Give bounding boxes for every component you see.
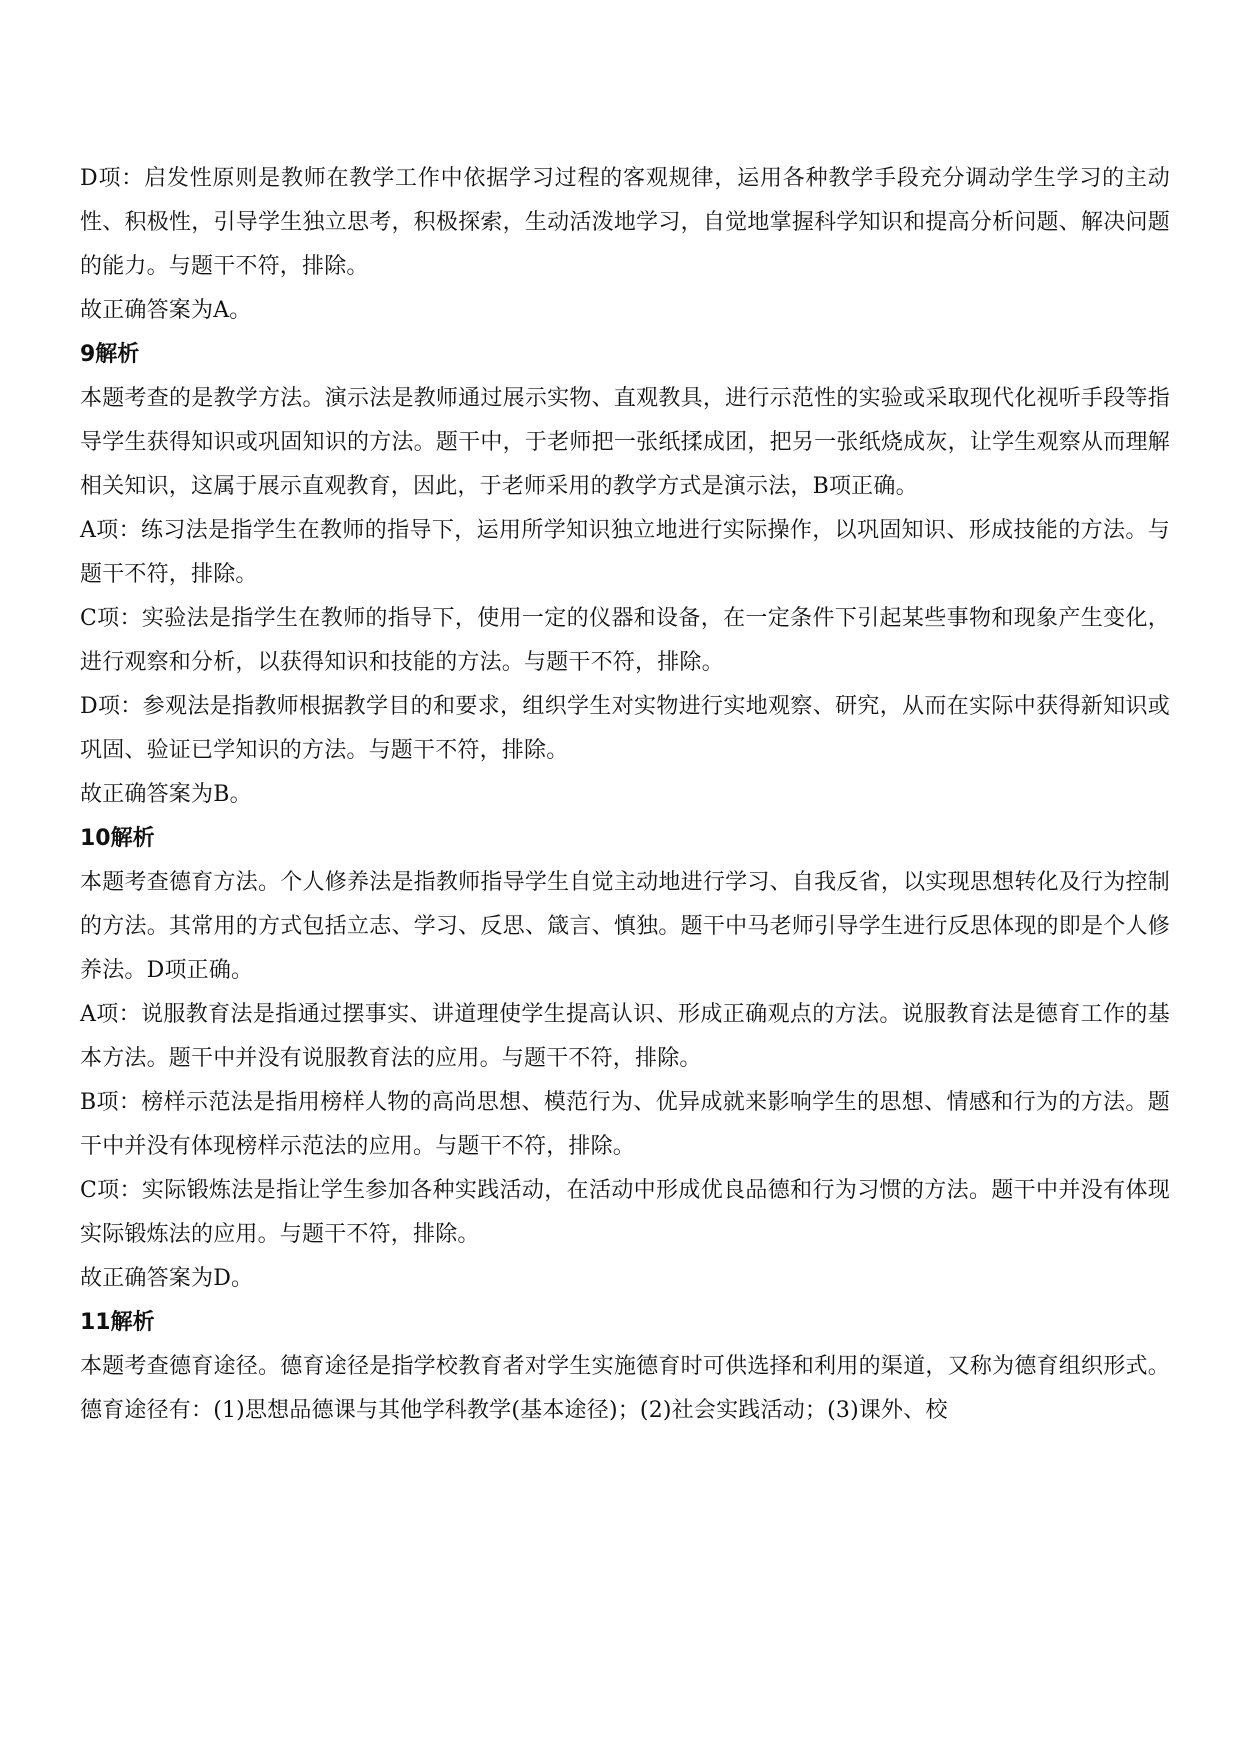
answer-line-q8: 故正确答案为A。 bbox=[80, 298, 252, 323]
paragraph-q10-option-c: C项：实际锻炼法是指让学生参加各种实践活动，在活动中形成优良品德和行为习惯的方法。题干中并没有体现实际锻炼法的应用。与题干不符，排除。 bbox=[80, 1178, 1170, 1247]
document-body bbox=[80, 157, 1170, 1433]
section-heading-q10: 10解析 bbox=[80, 826, 155, 851]
paragraph-q9-option-a: A项：练习法是指学生在教师的指导下，运用所学知识独立地进行实际操作，以巩固知识、形成技能的方法。与题干不符，排除。 bbox=[80, 518, 1170, 587]
answer-line-q10: 故正确答案为D。 bbox=[80, 1266, 254, 1291]
paragraph-q9-option-c: C项：实验法是指学生在教师的指导下，使用一定的仪器和设备，在一定条件下引起某些事物和现象产生变化，进行观察和分析，以获得知识和技能的方法。与题干不符，排除。 bbox=[80, 606, 1170, 675]
section-heading-q9: 9解析 bbox=[80, 342, 140, 367]
paragraph-option-d-heuristic: D项：启发性原则是教师在教学工作中依据学习过程的客观规律，运用各种教学手段充分调动学生学习的主动性、积极性，引导学生独立思考，积极探索，生动活泼地学习，自觉地掌握科学知识和提高分析问题、解决问题的能力。与题干不符，排除。 bbox=[80, 166, 1170, 279]
paragraph-q10-option-a: A项：说服教育法是指通过摆事实、讲道理使学生提高认识、形成正确观点的方法。说服教育法是德育工作的基本方法。题干中并没有说服教育法的应用。与题干不符，排除。 bbox=[80, 1002, 1170, 1071]
paragraph-q10-option-b: B项：榜样示范法是指用榜样人物的高尚思想、模范行为、优异成就来影响学生的思想、情感和行为的方法。题干中并没有体现榜样示范法的应用。与题干不符，排除。 bbox=[80, 1090, 1170, 1159]
paragraph-q10-intro: 本题考查德育方法。个人修养法是指教师指导学生自觉主动地进行学习、自我反省，以实现思想转化及行为控制的方法。其常用的方式包括立志、学习、反思、箴言、慎独。题干中马老师引导学生进行反思体现的即是个人修养法。D项正确。 bbox=[80, 870, 1170, 983]
answer-line-q9: 故正确答案为B。 bbox=[80, 782, 252, 807]
paragraph-q11-intro: 本题考查德育途径。德育途径是指学校教育者对学生实施德育时可供选择和利用的渠道，又称为德育组织形式。德育途径有：(1)思想品德课与其他学科教学(基本途径)；(2)社会实践活动；(3)课外、校 bbox=[80, 1354, 1170, 1423]
paragraph-q9-option-d: D项：参观法是指教师根据教学目的和要求，组织学生对实物进行实地观察、研究，从而在实际中获得新知识或巩固、验证已学知识的方法。与题干不符，排除。 bbox=[80, 694, 1170, 763]
paragraph-q9-intro: 本题考查的是教学方法。演示法是教师通过展示实物、直观教具，进行示范性的实验或采取现代化视听手段等指导学生获得知识或巩固知识的方法。题干中，于老师把一张纸揉成团，把另一张纸烧成灰，让学生观察从而理解相关知识，这属于展示直观教育，因此，于老师采用的教学方式是演示法，B项正确。 bbox=[80, 386, 1170, 499]
section-heading-q11: 11解析 bbox=[80, 1310, 155, 1335]
